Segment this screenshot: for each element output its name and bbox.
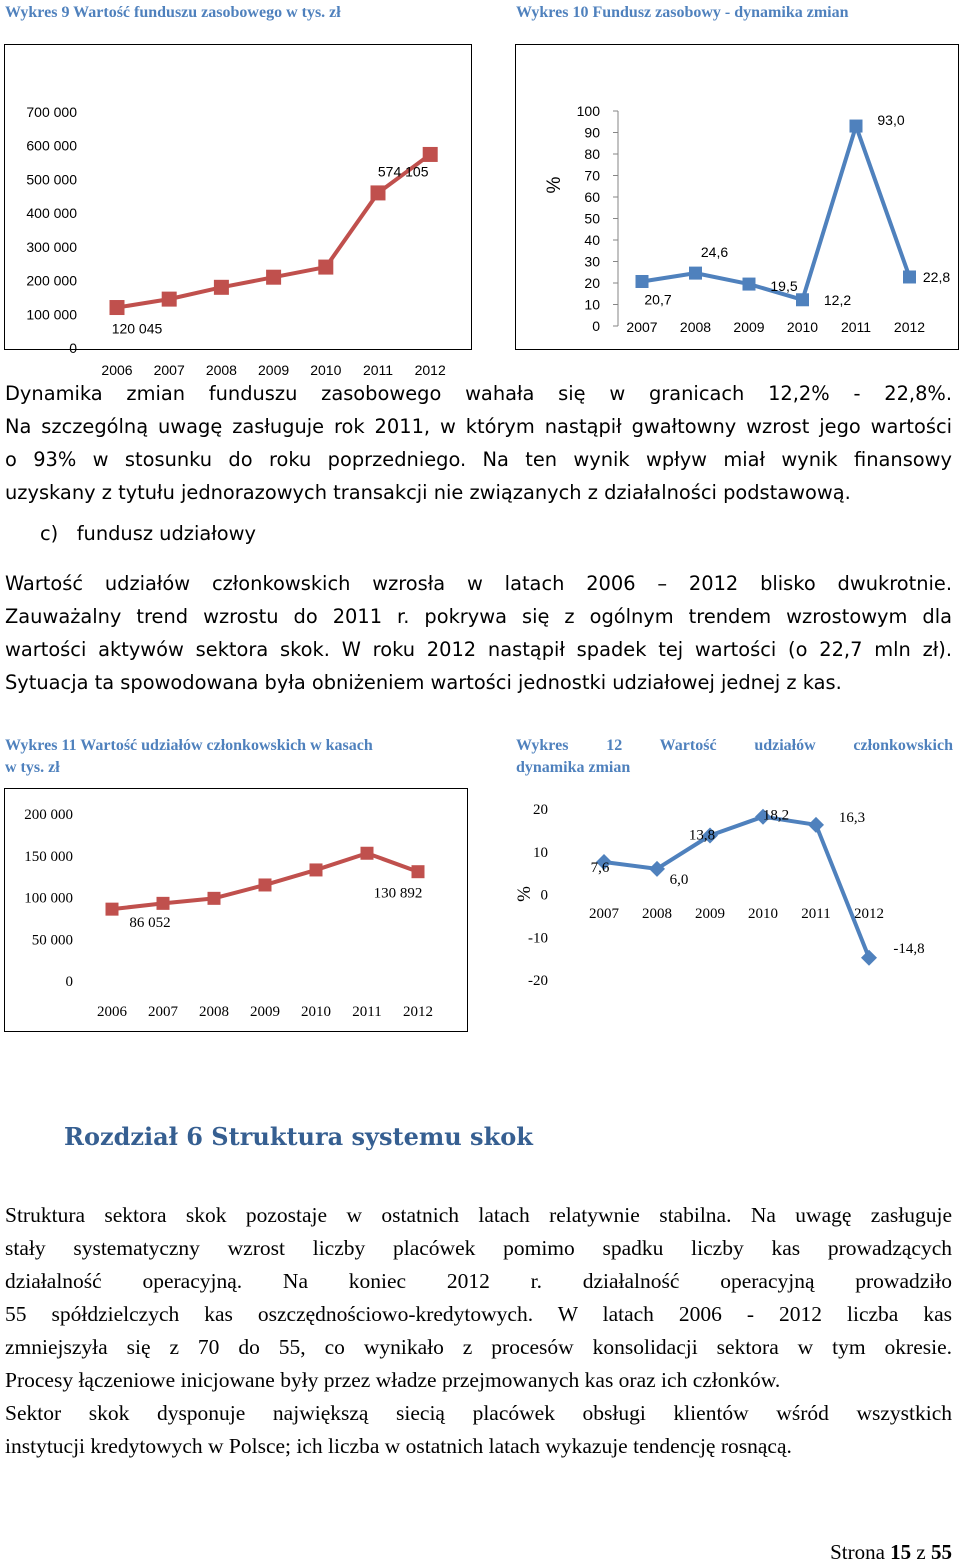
y-tick-label: 200 000 bbox=[26, 272, 77, 289]
y-tick-label: 30 bbox=[584, 253, 600, 270]
y-tick-label: 500 000 bbox=[26, 171, 77, 188]
x-tick-label: 2008 bbox=[642, 906, 672, 922]
y-tick-label: 100 000 bbox=[26, 306, 77, 323]
paragraph-fundusz-udzialowy bbox=[5, 567, 952, 699]
page-footer bbox=[830, 1540, 952, 1565]
x-tick-label: 2011 bbox=[840, 319, 872, 335]
data-point bbox=[106, 903, 119, 916]
data-label: 24,6 bbox=[700, 244, 729, 261]
x-tick-label: 2007 bbox=[148, 1004, 178, 1020]
x-tick-label: 2008 bbox=[679, 319, 712, 335]
chart-12-title-line1: Wykres 12 Wartość udziałów członkowskich bbox=[516, 737, 953, 754]
data-label: 12,2 bbox=[823, 291, 852, 308]
paragraph-line: Procesy łączeniowe inicjowane były przez władze przejmowanych kas oraz ich członków. bbox=[5, 1368, 781, 1392]
footer-page-number: 15 bbox=[890, 1540, 912, 1564]
x-tick-label: 2012 bbox=[854, 906, 884, 922]
data-point bbox=[808, 817, 824, 833]
paragraph-line: Dynamika zmian funduszu zasobowego wahała się w granicach 12,2% - 22,8%. bbox=[5, 382, 952, 405]
chart-10 bbox=[515, 44, 959, 350]
y-tick-label: 60 bbox=[584, 189, 600, 205]
x-tick-label: 2012 bbox=[893, 319, 926, 335]
x-tick-label: 2012 bbox=[414, 362, 446, 378]
x-tick-label: 2007 bbox=[153, 362, 185, 378]
data-point bbox=[371, 185, 386, 200]
series-line bbox=[642, 126, 910, 300]
y-tick-label: 70 bbox=[584, 167, 600, 184]
chart-11-plot bbox=[5, 789, 467, 1031]
y-tick-label: 200 000 bbox=[24, 807, 73, 823]
paragraph-line: uzyskany z tytułu jednorazowych transakcji nie związanych z działalności podstawową. bbox=[5, 481, 851, 504]
y-tick-label: 50 000 bbox=[31, 932, 73, 949]
chart-11-title bbox=[5, 735, 445, 779]
data-label-last: 574 105 bbox=[377, 163, 429, 180]
x-tick-label: 2009 bbox=[250, 1004, 280, 1020]
paragraph-line: Sytuacja ta spowodowana była obniżeniem wartości jednostki udziałowej jednej z kas. bbox=[5, 671, 842, 694]
data-point bbox=[903, 270, 916, 283]
data-point bbox=[259, 878, 272, 891]
chart-12-title-line2: dynamika zmian bbox=[516, 759, 631, 776]
data-point bbox=[214, 280, 229, 295]
chart-12 bbox=[512, 790, 956, 1002]
data-label: 6,0 bbox=[669, 871, 689, 888]
chapter-heading: Rozdział 6 Struktura systemu skok bbox=[64, 1122, 533, 1151]
series-line bbox=[604, 817, 869, 958]
data-point bbox=[850, 120, 863, 133]
data-label: 7,6 bbox=[590, 860, 610, 877]
chart-9-plot bbox=[5, 45, 471, 378]
x-tick-label: 2011 bbox=[352, 1004, 382, 1020]
data-point bbox=[162, 292, 177, 307]
footer-prefix: Strona bbox=[830, 1540, 891, 1564]
data-point bbox=[266, 270, 281, 285]
chart-11 bbox=[4, 788, 468, 1032]
y-tick-label: 20 bbox=[584, 275, 600, 291]
data-label: 13,8 bbox=[688, 827, 716, 844]
data-point bbox=[689, 267, 702, 280]
x-tick-label: 2008 bbox=[205, 362, 237, 378]
y-tick-label: 100 bbox=[576, 103, 600, 119]
data-point bbox=[310, 863, 323, 876]
y-tick-label: 100 000 bbox=[24, 890, 73, 907]
paragraph-line: 55 spółdzielczych kas oszczędnościowo-kredytowych. W latach 2006 - 2012 liczba kas bbox=[5, 1302, 952, 1326]
list-item-fundusz-udzialowy: c) fundusz udziałowy bbox=[40, 522, 256, 545]
x-tick-label: 2012 bbox=[403, 1004, 433, 1020]
y-tick-label: 400 000 bbox=[26, 205, 77, 222]
data-point bbox=[796, 293, 809, 306]
x-tick-label: 2008 bbox=[199, 1004, 229, 1020]
x-tick-label: 2010 bbox=[748, 906, 778, 922]
paragraph-line: Zauważalny trend wzrostu do 2011 r. pokrywa się z ogólnym trendem wzrostowym dla bbox=[5, 605, 952, 628]
data-label-first: 120 045 bbox=[111, 320, 163, 337]
y-axis-label: % bbox=[544, 176, 565, 194]
data-point bbox=[361, 847, 374, 860]
data-label: 22,8 bbox=[922, 268, 951, 285]
chart-12-plot bbox=[512, 790, 956, 1002]
paragraph-line: o 93% w stosunku do roku poprzedniego. Na ten wynik wpływ miał wynik finansowy bbox=[5, 448, 952, 471]
x-tick-label: 2007 bbox=[626, 319, 658, 335]
x-tick-label: 2009 bbox=[695, 906, 725, 922]
paragraph-line: Struktura sektora skok pozostaje w ostatnich latach relatywnie stabilna. Na uwagę zasługuje bbox=[5, 1203, 952, 1227]
data-point bbox=[157, 897, 170, 910]
paragraph-line: stały systematyczny wzrost liczby placówek pomimo spadku liczby kas prowadzących bbox=[5, 1236, 952, 1260]
x-tick-label: 2011 bbox=[362, 362, 394, 378]
x-tick-label: 2006 bbox=[97, 1004, 127, 1020]
y-tick-label: 300 000 bbox=[26, 238, 77, 255]
y-tick-label: 80 bbox=[584, 146, 600, 162]
paragraph-line: instytucji kredytowych w Polsce; ich liczba w ostatnich latach wykazuje tendencję rosnącą. bbox=[5, 1434, 792, 1458]
data-label-first: 86 052 bbox=[129, 915, 171, 932]
data-label: -14,8 bbox=[893, 940, 925, 957]
x-tick-label: 2010 bbox=[786, 319, 819, 335]
y-tick-label: 20 bbox=[533, 802, 548, 818]
y-tick-label: 50 bbox=[584, 210, 600, 227]
y-tick-label: 700 000 bbox=[26, 104, 77, 120]
y-tick-label: 150 000 bbox=[24, 848, 73, 865]
data-point bbox=[110, 300, 125, 315]
y-tick-label: 0 bbox=[592, 318, 600, 334]
data-point bbox=[861, 950, 877, 966]
chart-11-title-line2: w tys. zł bbox=[5, 759, 60, 776]
y-tick-label: 0 bbox=[69, 340, 77, 356]
footer-mid: z bbox=[911, 1540, 931, 1564]
x-tick-label: 2010 bbox=[310, 362, 342, 378]
y-tick-label: 10 bbox=[533, 844, 548, 861]
y-tick-label: -10 bbox=[528, 930, 548, 947]
data-point bbox=[208, 892, 221, 905]
data-point bbox=[423, 147, 438, 162]
chart-10-title: Wykres 10 Fundusz zasobowy - dynamika zmian bbox=[516, 4, 849, 21]
paragraph-line: Wartość udziałów członkowskich wzrosła w latach 2006 – 2012 blisko dwukrotnie. bbox=[5, 572, 952, 595]
data-label-last: 130 892 bbox=[373, 885, 423, 902]
paragraph-fundusz-zasobowy bbox=[5, 377, 952, 509]
x-tick-label: 2009 bbox=[733, 319, 765, 335]
paragraph-line: Sektor skok dysponuje największą siecią placówek obsługi klientów wśród wszystkich bbox=[5, 1401, 952, 1425]
x-tick-label: 2007 bbox=[589, 906, 619, 922]
chart-11-title-line1: Wykres 11 Wartość udziałów członkowskich w kasach bbox=[5, 737, 373, 754]
paragraph-line: zmniejszyła się z 70 do 55, co wynikało z procesów konsolidacji sektora w tym okresie. bbox=[5, 1335, 952, 1359]
data-label: 20,7 bbox=[644, 291, 672, 308]
paragraph-struktura bbox=[5, 1199, 952, 1463]
paragraph-line: wartości aktywów sektora skok. W roku 2012 nastąpił spadek tej wartości (o 22,7 mln zł). bbox=[5, 638, 952, 661]
y-tick-label: 600 000 bbox=[26, 137, 77, 154]
chart-12-title bbox=[516, 735, 953, 779]
data-label: 93,0 bbox=[877, 112, 905, 129]
paragraph-line: Na szczególną uwagę zasługuje rok 2011, w którym nastąpił gwałtowny wzrost jego wartości bbox=[5, 415, 952, 438]
y-tick-label: 10 bbox=[584, 296, 600, 313]
y-tick-label: 40 bbox=[584, 232, 600, 248]
y-axis-label: % bbox=[514, 886, 535, 902]
paragraph-line: działalność operacyjną. Na koniec 2012 r. działalność operacyjną prowadziło bbox=[5, 1269, 952, 1293]
data-label: 18,2 bbox=[762, 807, 790, 824]
y-tick-label: 0 bbox=[540, 887, 548, 904]
data-label: 16,3 bbox=[838, 809, 866, 826]
data-point bbox=[318, 260, 333, 275]
x-tick-label: 2010 bbox=[301, 1004, 331, 1020]
chart-10-plot bbox=[516, 45, 958, 349]
data-point bbox=[743, 278, 756, 291]
y-tick-label: 0 bbox=[65, 974, 73, 990]
chart-9 bbox=[4, 44, 472, 378]
x-tick-label: 2006 bbox=[101, 362, 133, 378]
y-tick-label: -20 bbox=[528, 973, 548, 989]
footer-total-pages: 55 bbox=[931, 1540, 952, 1564]
data-label: 19,5 bbox=[770, 278, 798, 295]
chart-9-title: Wykres 9 Wartość funduszu zasobowego w tys. zł bbox=[5, 4, 341, 21]
data-point bbox=[636, 275, 649, 288]
y-tick-label: 90 bbox=[584, 124, 600, 141]
x-tick-label: 2011 bbox=[801, 906, 831, 922]
x-tick-label: 2009 bbox=[258, 362, 290, 378]
data-point bbox=[412, 865, 425, 878]
